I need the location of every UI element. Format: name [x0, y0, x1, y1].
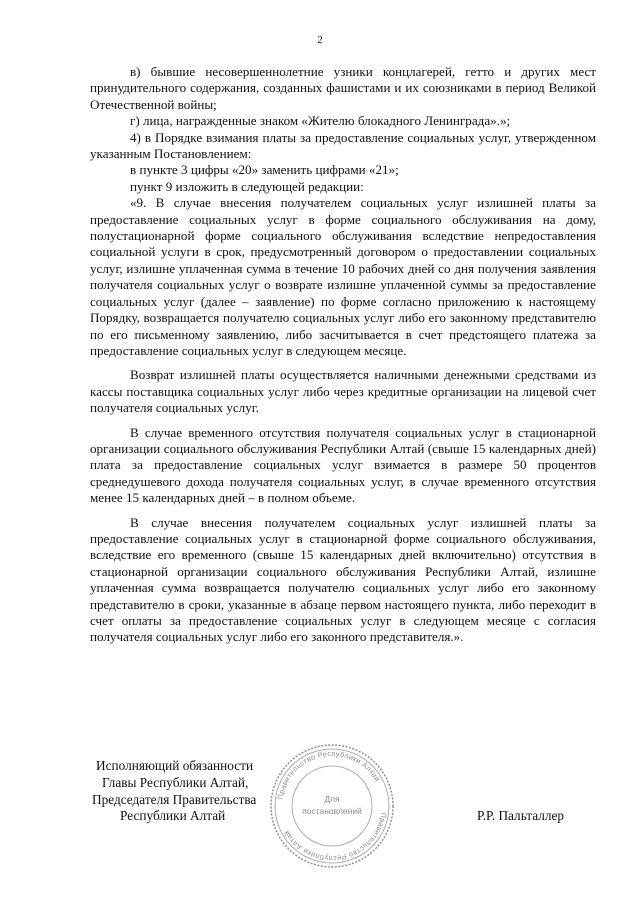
paragraph-point-3: в пункте 3 цифры «20» заменить цифрами «21»;: [130, 162, 399, 178]
stamp-ring-text-repeat: Правительство Республики Алтай: [281, 811, 389, 864]
svg-text:Правительство Республики Алтай: [282, 812, 389, 863]
position-line: Исполняющий обязанности: [96, 758, 254, 773]
stamp-center-text: постановлений: [302, 806, 362, 816]
position-line: Республики Алтай: [120, 808, 226, 824]
signatory-name: Р.Р. Пальталлер: [477, 808, 565, 823]
official-stamp: [268, 742, 396, 870]
position-line: Главы Республики Алтай,: [102, 774, 249, 790]
page-number: 2: [317, 34, 323, 46]
paragraph-item-4: 4) в Порядке взимания платы за предоставление социальных услуг, утвержденном указанным Постановлением:: [90, 129, 596, 162]
document-body: [90, 64, 596, 646]
svg-text:Правительство Республики Алтай: [275, 749, 382, 800]
position-line: Председателя Правительства: [92, 791, 257, 807]
paragraph-item-g: г) лица, награжденные знаком «Жителю блокадного Ленинграда».»;: [130, 113, 511, 129]
paragraph-absence: В случае временного отсутствия получателя социальных услуг в стационарной организации социального обслуживания Республики Алтай (свыше 15 календарных дней) плата за предоставление социальных услуг взимается в размере 50 процентов среднедушевого дохода получателя социальных услуг, в случае временного отсутствия менее 15 календарных дней – в полном объеме.: [90, 424, 596, 506]
paragraph-item-v: в) бывшие несовершеннолетние узники концлагерей, гетто и других мест принудительного содержания, созданных фашистами и их союзниками в период Великой Отечественной войны;: [90, 64, 596, 112]
stamp-center-text: Для: [324, 794, 340, 804]
paragraph-overpayment: В случае внесения получателем социальных услуг излишней платы за предоставление социальных услуг в стационарной форме социального обслуживания, вследствие его временного (свыше 15 календарных дней включительно) отсутствия в стационарной организации социального обслуживания Республики Алтай, излишне уплаченная сумма возвращается получателю социальных услуг либо его законному представителю в сроки, указанные в абзаце первом настоящего пункта, либо переходит в счет оплаты за предоставление социальных услуг в следующем месяце с согласия получателя социальных услуг либо его законного представителя.».: [90, 514, 596, 645]
paragraph-refund: Возврат излишней платы осуществляется наличными денежными средствами из кассы поставщика социальных услуг либо через кредитные организации на лицевой счет получателя социальных услуг.: [90, 367, 596, 416]
stamp-ring-text: Правительство Республики Алтай: [275, 748, 383, 801]
paragraph-clause-9: «9. В случае внесения получателем социальных услуг излишней платы за предоставление социальных услуг в форме социального обслуживания на дому, полустационарной форме социального обслуживания вследствие непредоставления социальной услуги в срок, предусмотренный договором о предоставлении социальных услуг, излишне уплаченная сумма в течение 10 рабочих дней со дня получения заявления получателя социальных услуг о возврате излишне уплаченной суммы за предоставление социальных услуг (далее – заявление) по форме согласно приложению к настоящему Порядку, возвращается получателю социальных услуг либо его законному представителю по его письменному заявлению, либо засчитывается в счет предстоящего платежа за предоставление социальных услуг в следующем месяце.: [90, 195, 596, 358]
paragraph-point-9: пункт 9 изложить в следующей редакции:: [130, 178, 364, 194]
signatory-position: [92, 758, 257, 825]
